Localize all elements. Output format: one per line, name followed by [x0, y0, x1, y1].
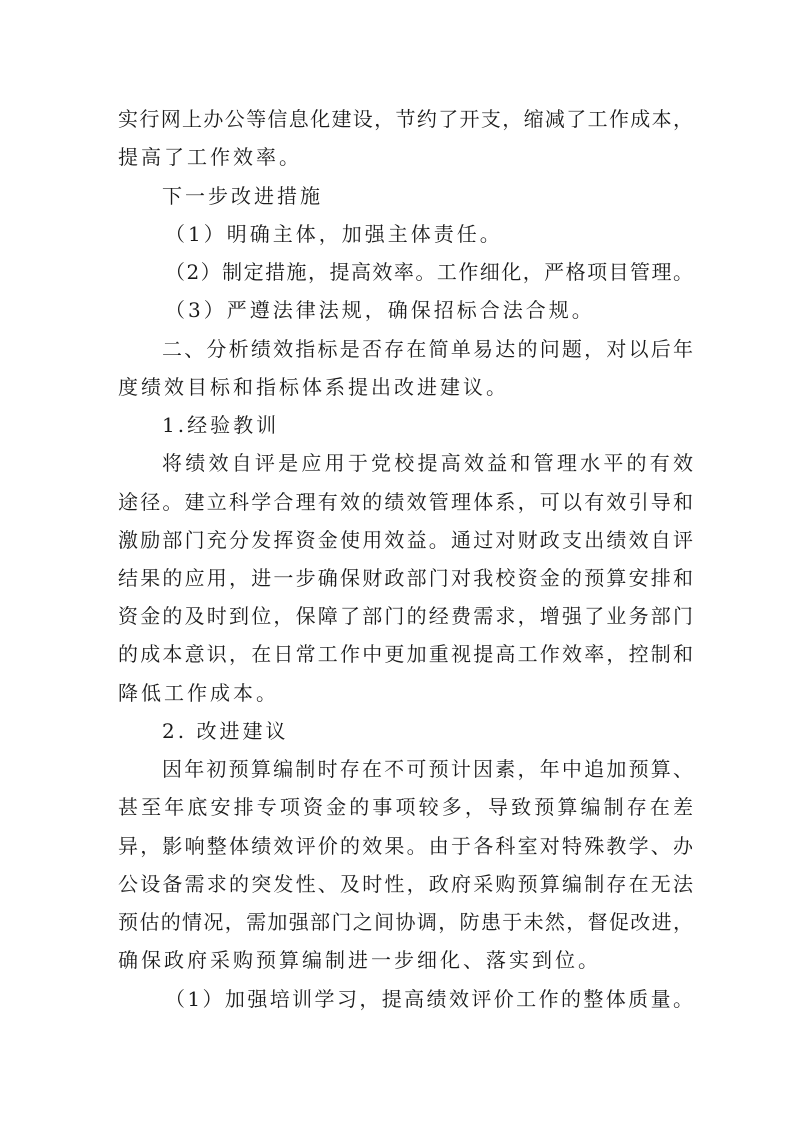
- paragraph-line: 因年初预算编制时存在不可预计因素，年中追加预算、: [162, 757, 693, 781]
- section-heading: 下一步改进措施: [162, 184, 323, 208]
- section-heading: 度绩效目标和指标体系提出改进建议。: [118, 375, 509, 399]
- paragraph-line: 途径。建立科学合理有效的绩效管理体系，可以有效引导和: [118, 490, 693, 514]
- paragraph-line: 异，影响整体绩效评价的效果。由于各科室对特殊教学、办: [118, 834, 693, 858]
- paragraph-line: 公设备需求的突发性、及时性，政府采购预算编制存在无法: [118, 872, 693, 896]
- paragraph-line: 降低工作成本。: [118, 681, 279, 705]
- subsection-heading: 1.经验教训: [162, 413, 280, 437]
- paragraph-line: 提高了工作效率。: [118, 145, 302, 169]
- paragraph-line: 将绩效自评是应用于党校提高效益和管理水平的有效: [162, 451, 693, 475]
- list-item: （2）制定措施，提高效率。工作细化，严格项目管理。: [165, 260, 693, 284]
- subsection-heading: 2. 改进建议: [162, 719, 289, 743]
- paragraph-line: 激励部门充分发挥资金使用效益。通过对财政支出绩效自评: [118, 528, 693, 552]
- paragraph-line: 实行网上办公等信息化建设，节约了开支，缩减了工作成本，: [118, 107, 693, 131]
- list-item: （1）加强培训学习，提高绩效评价工作的整体质量。: [165, 987, 693, 1011]
- paragraph-line: 预估的情况，需加强部门之间协调，防患于未然，督促改进，: [118, 910, 693, 934]
- list-item: （1）明确主体，加强主体责任。: [165, 222, 503, 246]
- paragraph-line: 资金的及时到位，保障了部门的经费需求，增强了业务部门: [118, 604, 693, 628]
- paragraph-line: 结果的应用，进一步确保财政部门对我校资金的预算安排和: [118, 566, 693, 590]
- paragraph-line: 确保政府采购预算编制进一步细化、落实到位。: [118, 948, 601, 972]
- section-heading: 二、分析绩效指标是否存在简单易达的问题，对以后年: [162, 337, 693, 361]
- paragraph-line: 的成本意识，在日常工作中更加重视提高工作效率，控制和: [118, 642, 693, 666]
- paragraph-line: 甚至年底安排专项资金的事项较多，导致预算编制存在差: [118, 795, 693, 819]
- list-item: （3）严遵法律法规，确保招标合法合规。: [165, 298, 595, 322]
